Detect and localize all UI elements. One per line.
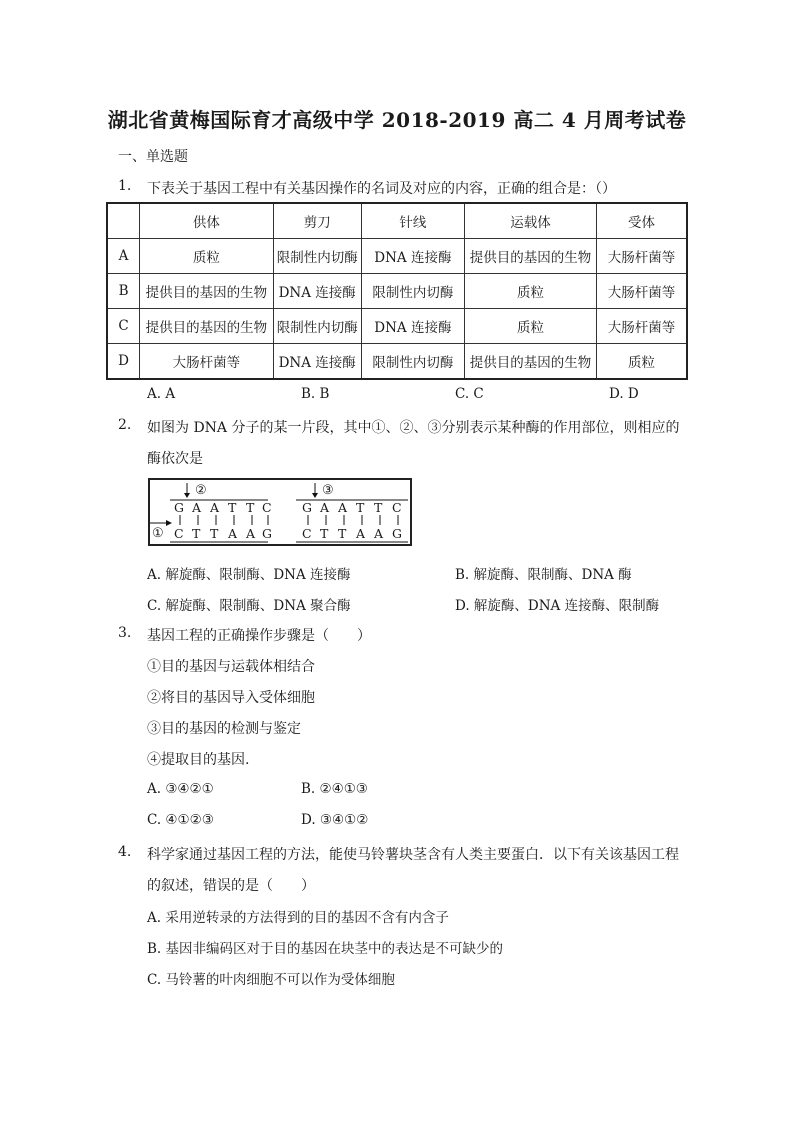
table-cell: 剪刀	[273, 203, 361, 239]
table-cell: 大肠杆菌等	[140, 344, 274, 380]
table-cell	[107, 203, 140, 239]
table-cell: 限制性内切酶	[361, 344, 465, 380]
base: T	[356, 500, 365, 515]
mark-3-label: ③	[322, 483, 334, 498]
table-cell: B	[107, 274, 140, 309]
option-a[interactable]: A. A	[147, 386, 176, 402]
base: T	[210, 526, 219, 541]
base: T	[246, 500, 255, 515]
option-a[interactable]: A. 采用逆转录的方法得到的目的基因不含有内含子	[147, 910, 449, 926]
dna-figure	[148, 478, 412, 546]
table-cell: 质粒	[596, 344, 687, 380]
base: A	[320, 500, 330, 515]
table-row	[107, 239, 687, 274]
table-cell: 受体	[596, 203, 687, 239]
question-text-continued: 酶依次是	[147, 451, 203, 467]
table-cell: 针线	[361, 203, 465, 239]
option-b[interactable]: B. 基因非编码区对于目的基因在块茎中的表达是不可缺少的	[147, 941, 504, 957]
base: G	[174, 500, 184, 515]
table-cell: 限制性内切酶	[273, 239, 361, 274]
option-c[interactable]: C. ④①②③	[147, 812, 214, 828]
base: G	[302, 500, 312, 515]
option-d[interactable]: D. 解旋酶、DNA 连接酶、限制酶	[455, 598, 660, 614]
table-cell: 供体	[140, 203, 274, 239]
mark-2-label: ②	[195, 483, 207, 498]
table-cell: 提供目的基因的生物	[465, 344, 597, 380]
option-c[interactable]: C. C	[455, 386, 484, 402]
step-item: ④提取目的基因.	[147, 752, 250, 768]
table-cell: DNA 连接酶	[361, 309, 465, 344]
base: G	[392, 526, 402, 541]
option-b[interactable]: B. ②④①③	[301, 781, 368, 797]
option-c[interactable]: C. 马铃薯的叶肉细胞不可以作为受体细胞	[147, 972, 395, 988]
table-row	[107, 309, 687, 344]
question-number: 4.	[118, 844, 132, 860]
table-cell: 运载体	[465, 203, 597, 239]
base: A	[374, 526, 384, 541]
table-cell: 提供目的基因的生物	[140, 309, 274, 344]
base: A	[228, 526, 238, 541]
section-heading: 一、单选题	[118, 149, 188, 165]
base: C	[302, 526, 312, 541]
base: T	[192, 526, 201, 541]
question-text: 如图为 DNA 分子的某一片段，其中①、②、③分别表示某种酶的作用部位，则相应的	[147, 420, 680, 436]
base: A	[246, 526, 256, 541]
question-text: 下表关于基因工程中有关基因操作的名词及对应的内容，正确的组合是：（）	[147, 181, 616, 197]
base: G	[262, 526, 272, 541]
table-cell: 限制性内切酶	[273, 309, 361, 344]
table-cell: DNA 连接酶	[273, 274, 361, 309]
table-cell: 质粒	[465, 274, 597, 309]
option-d[interactable]: D. D	[609, 386, 639, 402]
mark-1-label: ①	[152, 526, 164, 541]
question-text: 基因工程的正确操作步骤是（ ）	[147, 628, 371, 644]
option-a[interactable]: A. 解旋酶、限制酶、DNA 连接酶	[147, 567, 351, 583]
option-b[interactable]: B. B	[301, 386, 330, 402]
table-cell: 大肠杆菌等	[596, 309, 687, 344]
option-c[interactable]: C. 解旋酶、限制酶、DNA 聚合酶	[147, 598, 351, 614]
table-row	[107, 274, 687, 309]
base: C	[174, 526, 184, 541]
table-cell: 大肠杆菌等	[596, 239, 687, 274]
table-cell: DNA 连接酶	[361, 239, 465, 274]
base: A	[210, 500, 220, 515]
table-cell: 大肠杆菌等	[596, 274, 687, 309]
question-number: 1.	[118, 178, 132, 194]
base: A	[356, 526, 366, 541]
option-a[interactable]: A. ③④②①	[147, 781, 214, 797]
page-title: 湖北省黄梅国际育才高级中学 2018-2019 高二 4 月周考试卷	[107, 108, 687, 132]
table-cell: 质粒	[140, 239, 274, 274]
table-cell: C	[107, 309, 140, 344]
question-text: 科学家通过基因工程的方法，能使马铃薯块茎含有人类主要蛋白．以下有关该基因工程	[147, 847, 679, 863]
gene-operation-table	[106, 202, 688, 380]
base: T	[228, 500, 237, 515]
option-b[interactable]: B. 解旋酶、限制酶、DNA 酶	[455, 567, 632, 583]
base: T	[338, 526, 347, 541]
option-d[interactable]: D. ③④①②	[301, 812, 369, 828]
table-cell: 提供目的基因的生物	[140, 274, 274, 309]
base: C	[262, 500, 272, 515]
base: A	[338, 500, 348, 515]
base: T	[374, 500, 383, 515]
table-cell: 质粒	[465, 309, 597, 344]
step-item: ③目的基因的检测与鉴定	[147, 721, 301, 737]
table-cell: 提供目的基因的生物	[465, 239, 597, 274]
step-item: ①目的基因与运载体相结合	[147, 659, 315, 675]
table-cell: DNA 连接酶	[273, 344, 361, 380]
step-item: ②将目的基因导入受体细胞	[147, 690, 315, 706]
base: T	[320, 526, 329, 541]
table-cell: 限制性内切酶	[361, 274, 465, 309]
base: A	[192, 500, 202, 515]
question-text-continued: 的叙述，错误的是（ ）	[147, 878, 315, 894]
table-header-row	[107, 203, 687, 239]
table-row	[107, 344, 687, 380]
dna-diagram	[150, 480, 410, 544]
question-number: 3.	[118, 625, 132, 641]
question-number: 2.	[118, 417, 132, 433]
table-cell: A	[107, 239, 140, 274]
base: C	[392, 500, 402, 515]
table-cell: D	[107, 344, 140, 380]
